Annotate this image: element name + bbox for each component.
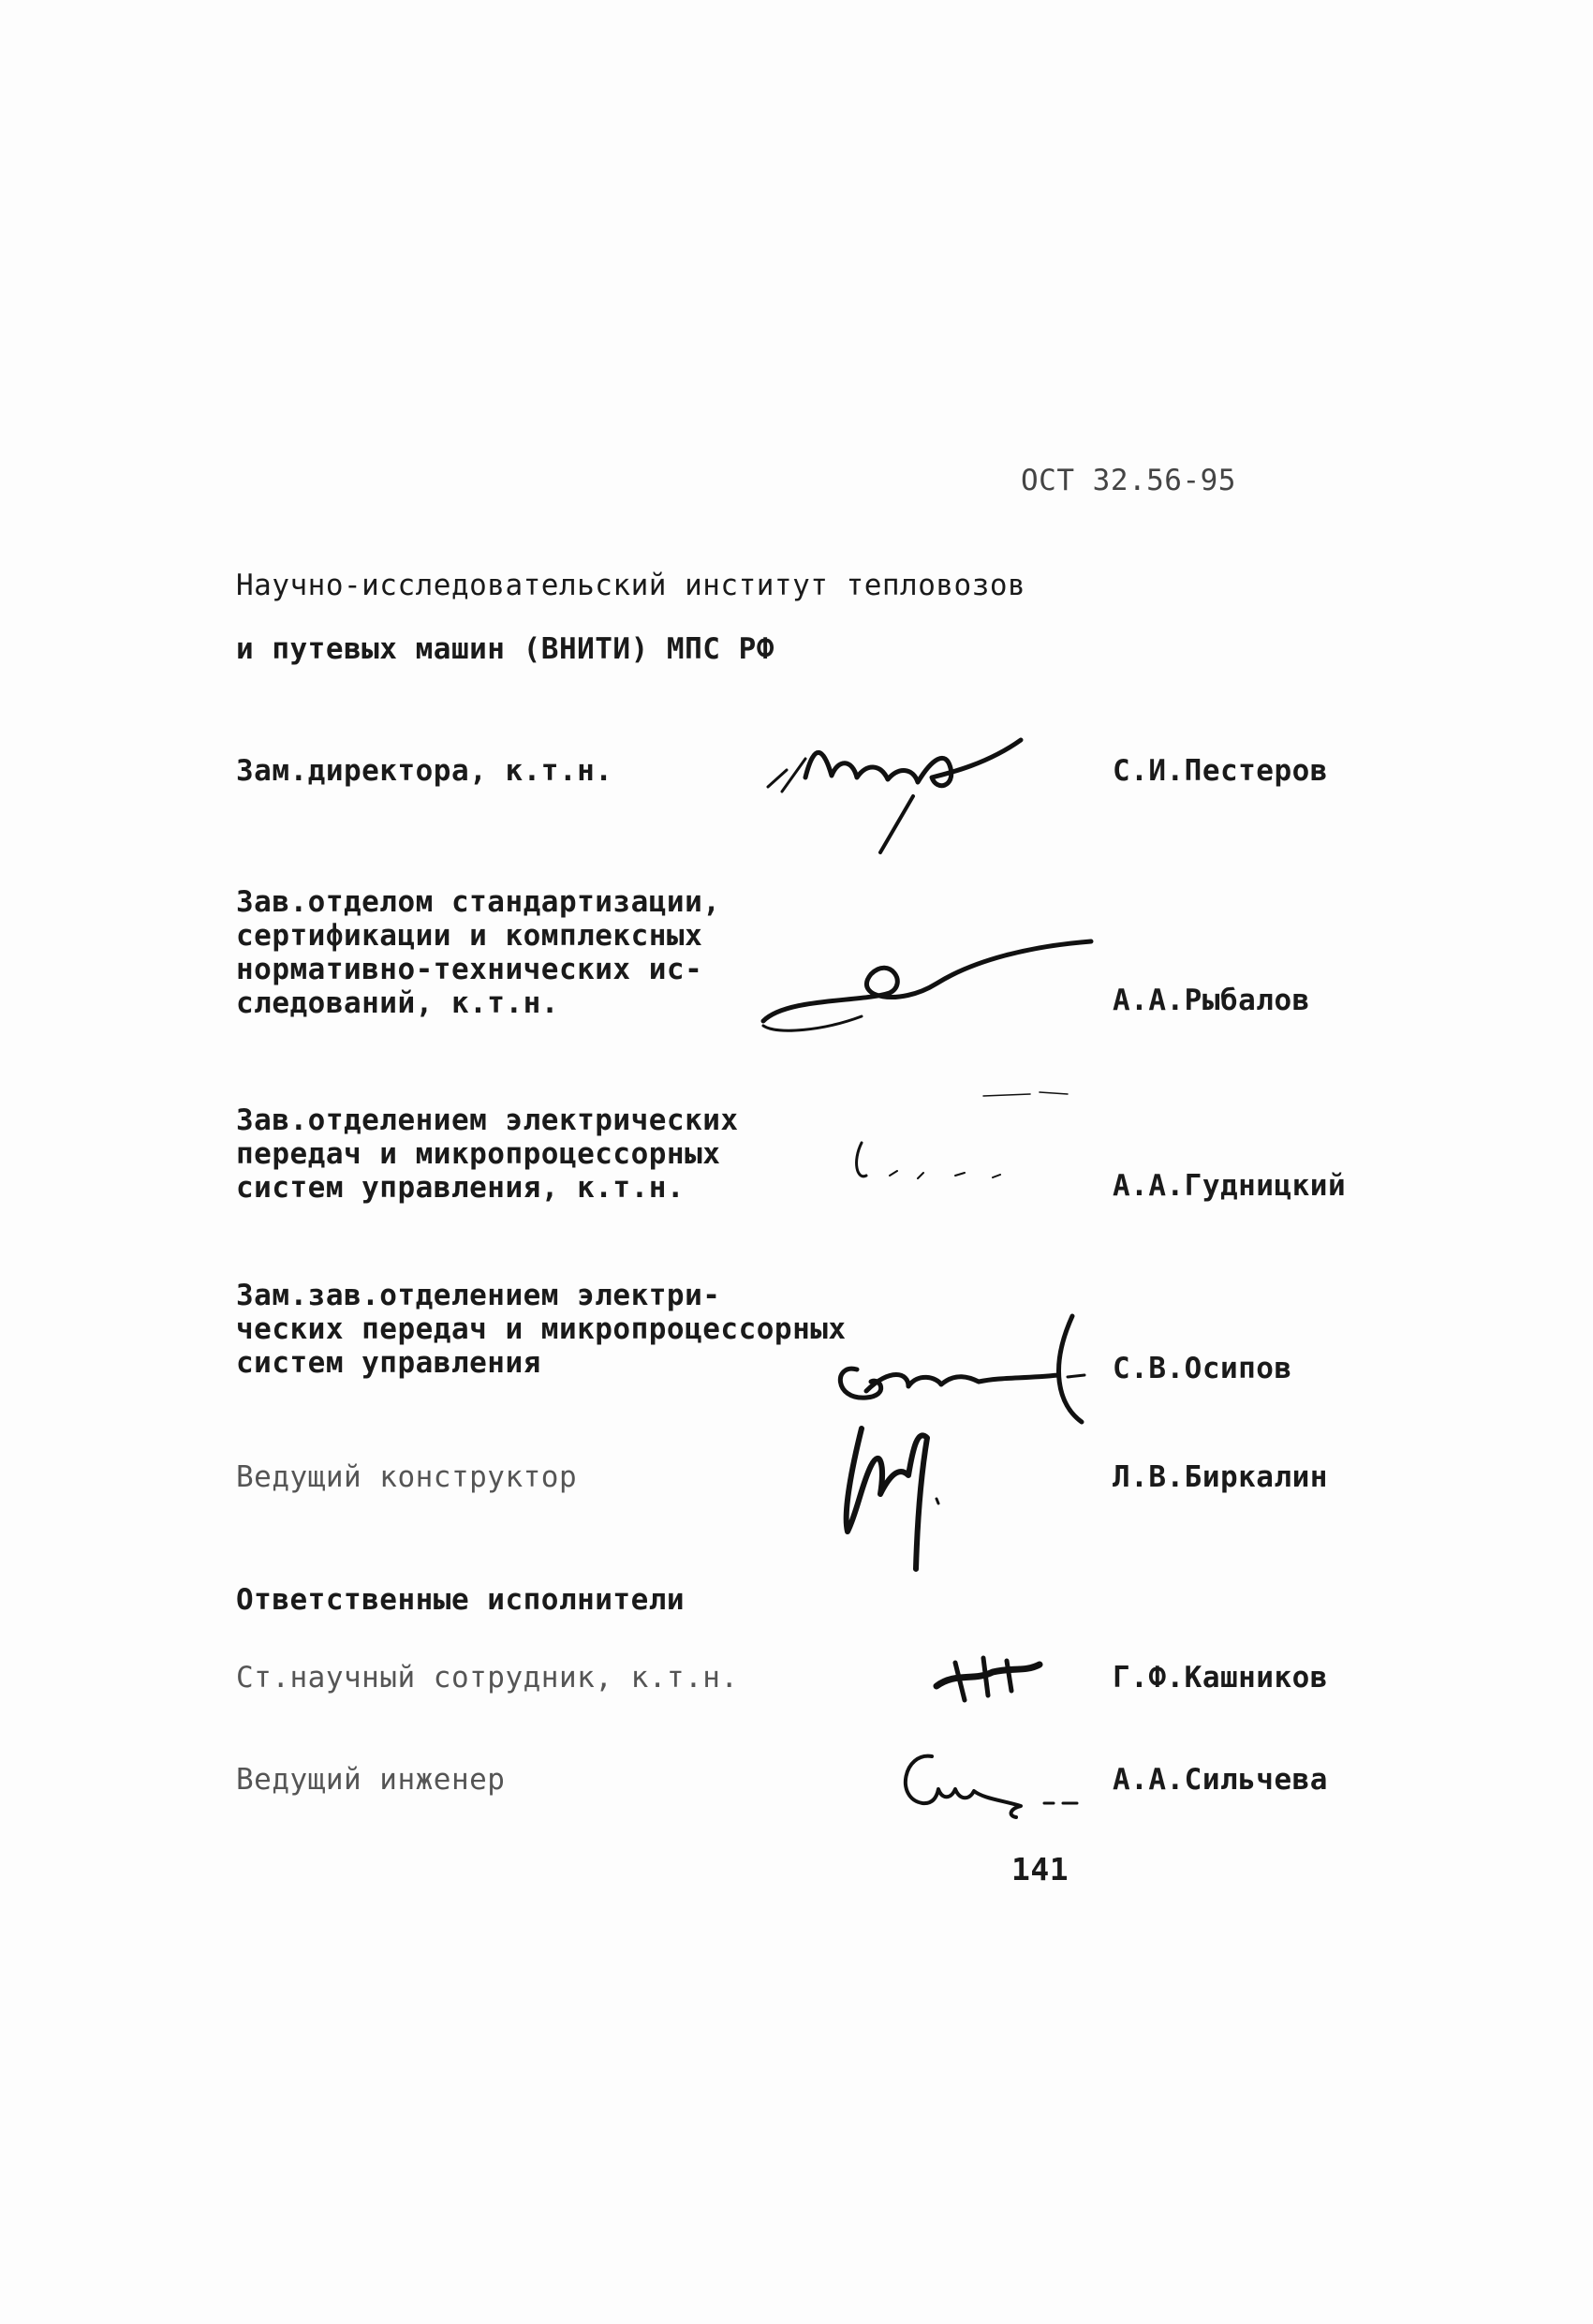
- signatory-5-name: Л.В.Биркалин: [1113, 1460, 1328, 1494]
- signatory-1-title: [236, 754, 612, 788]
- signature-silcheva: [880, 1733, 1105, 1827]
- responsible-2-title: Ведущий инженер: [236, 1763, 506, 1797]
- signatory-2-name: А.А.Рыбалов: [1113, 984, 1310, 1017]
- signatory-title-line: следований, к.т.н.: [236, 986, 559, 1020]
- organization-line-2: и путевых машин (ВНИТИ) МПС РФ: [236, 632, 774, 666]
- signatory-title-line: Ведущий конструктор: [236, 1460, 578, 1494]
- signature-osipov: [815, 1311, 1114, 1424]
- organization-line-1: Научно-исследовательский институт тепловозов: [236, 569, 1026, 602]
- signatory-title-line: систем управления: [236, 1346, 541, 1380]
- signatory-title-line: Зам.зав.отделением электри-: [236, 1279, 721, 1312]
- responsible-1-name: Г.Ф.Кашников: [1113, 1661, 1328, 1695]
- signatory-title-line: систем управления, к.т.н.: [236, 1171, 686, 1205]
- signatory-title-line: передач и микропроцессорных: [236, 1137, 721, 1171]
- responsible-heading: Ответственные исполнители: [236, 1583, 686, 1617]
- page-number: 141: [1011, 1851, 1069, 1887]
- signatory-2-title: [236, 885, 720, 1020]
- signature-gudnitsky: [843, 1087, 1086, 1199]
- signatory-title-line: ческих передач и микропроцессорных: [236, 1312, 847, 1346]
- signatory-4-name: С.В.Осипов: [1113, 1352, 1292, 1385]
- signatory-1-name: С.И.Пестеров: [1113, 754, 1328, 788]
- signatory-3-name: А.А.Гудницкий: [1113, 1169, 1347, 1203]
- signatory-title-line: сертификации и комплексных: [236, 919, 703, 953]
- signatory-title-line: нормативно-технических ис-: [236, 953, 703, 986]
- signatory-5-title: [236, 1460, 577, 1494]
- document-code: ОСТ 32.56-95: [1021, 464, 1236, 497]
- responsible-2-name: А.А.Сильчева: [1113, 1763, 1328, 1797]
- responsible-1-title: Ст.научный сотрудник, к.т.н.: [236, 1661, 739, 1695]
- signatory-title-line: Зам.директора, к.т.н.: [236, 754, 613, 788]
- signatory-4-title: [236, 1279, 847, 1380]
- signatory-3-title: [236, 1103, 739, 1205]
- signature-pesterov: [749, 721, 1049, 862]
- signatory-title-line: Зав.отделением электрических: [236, 1103, 739, 1137]
- signature-rybalov: [749, 918, 1105, 1049]
- signature-birkalin: [824, 1410, 974, 1578]
- signature-kashnikov: [927, 1644, 1058, 1710]
- signatory-title-line: Зав.отделом стандартизации,: [236, 885, 721, 919]
